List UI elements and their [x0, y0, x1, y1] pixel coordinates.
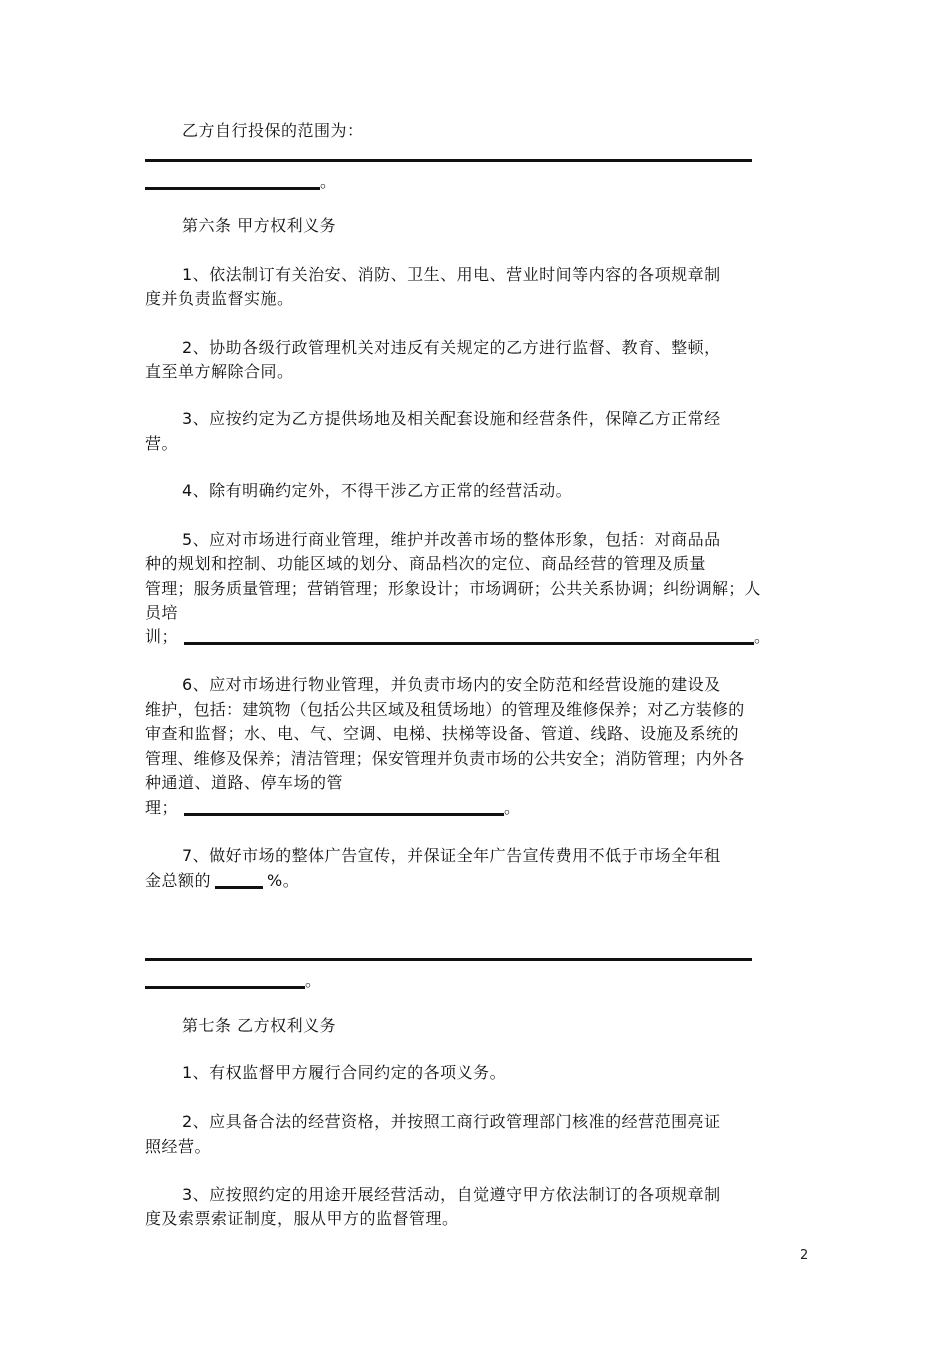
article-6-item-5-line-1: 5、应对市场进行商业管理，维护并改善市场的整体形象，包括：对商品品: [182, 530, 721, 549]
article-7-title: 第七条 乙方权利义务: [182, 1016, 337, 1035]
article-6-item-6-line-3: 审查和监督；水、电、气、空调、电梯、扶梯等设备、管道、线路、设施及系统的: [145, 724, 740, 743]
fill-blank-line: [145, 159, 752, 162]
article-6-item-3-line-1: 3、应按约定为乙方提供场地及相关配套设施和经营条件，保障乙方正常经: [182, 409, 721, 428]
fill-blank: [145, 974, 305, 989]
fill-blank: [184, 630, 754, 645]
article-6-item-3-line-2: 营。: [145, 434, 179, 453]
fill-blank-line: [145, 958, 752, 961]
article-6-item-2-line-2: 直至单方解除合同。: [145, 362, 294, 381]
insurance-scope-end: 。: [145, 172, 337, 192]
article-6-item-6-line-2: 维护，包括：建筑物（包括公共区域及租赁场地）的管理及维修保养；对乙方装修的: [145, 700, 745, 719]
article-6-item-1-line-1: 1、依法制订有关治安、消防、卫生、用电、营业时间等内容的各项规章制: [182, 265, 721, 284]
article-6-item-5-line-4: 员培: [145, 603, 179, 622]
article-7-item-3-line-1: 3、应按照约定的用途开展经营活动，自觉遵守甲方依法制订的各项规章制: [182, 1185, 721, 1204]
article-6-item-5-line-5: 训； 。: [145, 627, 771, 646]
fill-blank: [215, 874, 263, 889]
article-7-item-2-line-1: 2、应具备合法的经营资格，并按照工商行政管理部门核准的经营范围亮证: [182, 1112, 721, 1131]
article-6-item-4: 4、除有明确约定外，不得干涉乙方正常的经营活动。: [182, 481, 573, 500]
fill-blank: [184, 801, 504, 816]
fill-blank: [145, 175, 320, 190]
article-6-blank-end: 。: [145, 971, 322, 991]
article-6-item-1-line-2: 度并负责监督实施。: [145, 289, 294, 308]
article-7-item-3-line-2: 度及索票索证制度，服从甲方的监督管理。: [145, 1209, 459, 1228]
article-7-item-2-line-2: 照经营。: [145, 1137, 212, 1156]
article-7-item-1: 1、有权监督甲方履行合同约定的各项义务。: [182, 1063, 507, 1082]
article-6-item-2-line-1: 2、协助各级行政管理机关对违反有关规定的乙方进行监督、教育、整顿，: [182, 338, 721, 357]
insurance-scope-label: 乙方自行投保的范围为：: [182, 121, 364, 140]
article-6-item-6-line-4: 管理、维修及保养；清洁管理；保安管理并负责市场的公共安全；消防管理；内外各: [145, 749, 745, 768]
article-6-item-5-line-3: 管理；服务质量管理；营销管理；形象设计；市场调研；公共关系协调；纠纷调解；人: [145, 579, 761, 598]
article-6-item-6-line-1: 6、应对市场进行物业管理，并负责市场内的安全防范和经营设施的建设及: [182, 675, 721, 694]
page-number: 2: [800, 1248, 809, 1263]
article-6-item-6-line-5: 种通道、道路、停车场的管: [145, 773, 344, 792]
article-6-item-6-line-6: 理； 。: [145, 798, 521, 817]
article-6-item-7-line-1: 7、做好市场的整体广告宣传，并保证全年广告宣传费用不低于市场全年租: [182, 846, 721, 865]
article-6-title: 第六条 甲方权利义务: [182, 216, 337, 235]
article-6-item-7-line-2: 金总额的 %。: [145, 871, 300, 890]
article-6-item-5-line-2: 种的规划和控制、功能区域的划分、商品档次的定位、商品经营的管理及质量: [145, 554, 707, 573]
